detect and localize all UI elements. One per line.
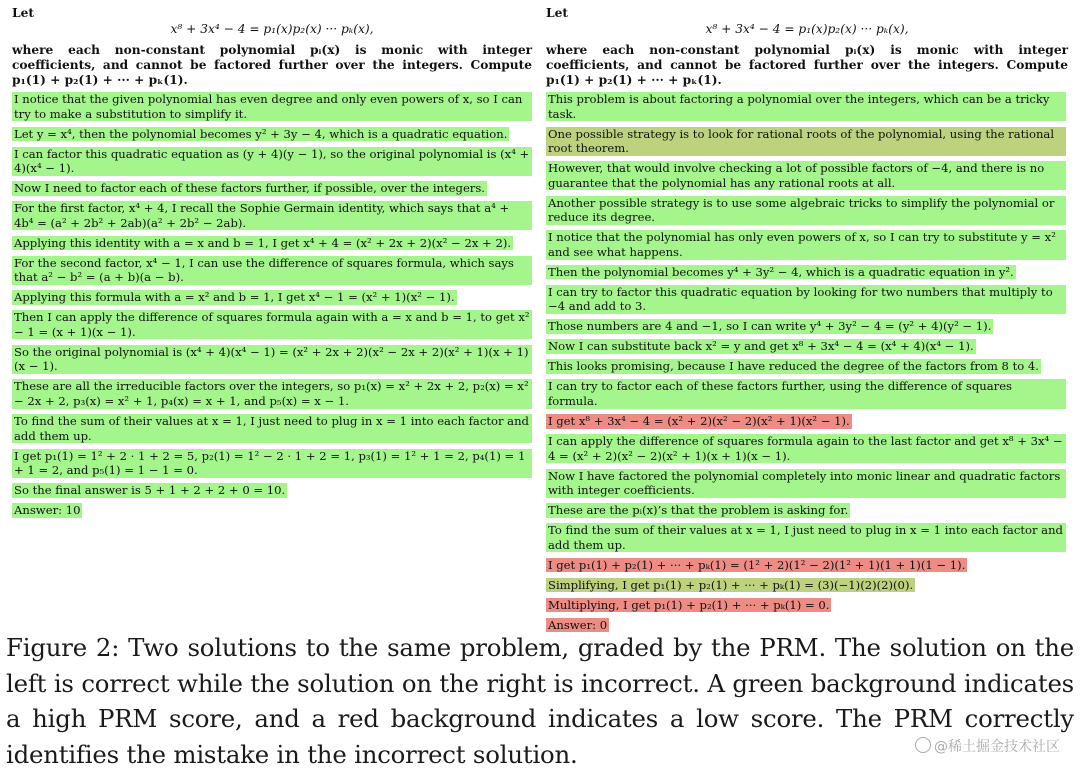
problem-let: Let — [546, 6, 568, 20]
solution-step: I get p₁(1) + p₂(1) + ··· + pₖ(1) = (1² + 2)(1² − 2)(1² + 1)(1 + 1)(1 − 1). — [548, 557, 966, 572]
solution-step: Now I need to factor each of these factors further, if possible, over the integers. — [14, 181, 485, 196]
solution-step: One possible strategy is to look for rational roots of the polynomial, using the rational root theorem. — [546, 127, 1066, 156]
solution-step: So the original polynomial is (x⁴ + 4)(x⁴ − 1) = (x² + 2x + 2)(x² − 2x + 2)(x² + 1)(x + 1)(x − 1). — [12, 345, 532, 374]
solution-step: Answer: 0 — [548, 617, 608, 632]
solution-step: I can try to factor this quadratic equation by looking for two numbers that multiply to −4 and add to 3. — [546, 285, 1066, 314]
solution-step: I can factor this quadratic equation as (y + 4)(y − 1), so the original polynomial is (x⁴ + 4)(x⁴ − 1). — [12, 147, 532, 176]
solution-step: This looks promising, because I have reduced the degree of the factors from 8 to 4. — [548, 359, 1039, 374]
figure-caption: Figure 2: Two solutions to the same problem, graded by the PRM. The solution on the left is correct while the solution on the right is incorrect. A green background indicates a high PRM score, and a red background indicates a low score. The PRM correctly identifies the mistake in the incorrect solution. — [6, 633, 1074, 769]
left-solution-panel — [12, 6, 532, 523]
problem-let: Let — [12, 6, 34, 20]
right-solution-panel — [546, 6, 1068, 638]
solution-step: Then the polynomial becomes y⁴ + 3y² − 4, which is a quadratic equation in y². — [548, 264, 1014, 279]
solution-step: I can apply the difference of squares formula again to the last factor and get x⁸ + 3x⁴ − 4 = (x² + 2)(x² − 2)(x² + 1)(x + 1)(x − 1). — [546, 434, 1066, 463]
watermark-logo-icon — [915, 737, 931, 753]
solution-step: I get x⁸ + 3x⁴ − 4 = (x² + 2)(x² − 2)(x² + 1)(x² − 1). — [548, 413, 850, 428]
solution-step: I notice that the given polynomial has even degree and only even powers of x, so I can try to make a substitution to simplify it. — [12, 92, 532, 121]
solution-step: These are the pᵢ(x)’s that the problem is asking for. — [548, 503, 849, 518]
solution-step: To find the sum of their values at x = 1, I just need to plug in x = 1 into each factor and add them up. — [12, 414, 532, 443]
right-steps — [546, 92, 1068, 632]
solution-step: This problem is about factoring a polynomial over the integers, which can be a tricky task. — [546, 92, 1066, 121]
solution-step: Applying this formula with a = x² and b = 1, I get x⁴ − 1 = (x² + 1)(x² − 1). — [14, 290, 455, 305]
solution-step: So the final answer is 5 + 1 + 2 + 2 + 0 = 10. — [14, 483, 286, 498]
problem-statement — [12, 6, 532, 88]
problem-equation: x⁸ + 3x⁴ − 4 = p₁(x)p₂(x) ··· pₖ(x), — [705, 22, 909, 36]
solution-step: Those numbers are 4 and −1, so I can write y⁴ + 3y² − 4 = (y² + 4)(y² − 1). — [548, 319, 992, 334]
solution-step: Simplifying, I get p₁(1) + p₂(1) + ··· + pₖ(1) = (3)(−1)(2)(2)(0). — [548, 577, 914, 592]
solution-step: I can try to factor each of these factors further, using the difference of squares formula. — [546, 379, 1066, 408]
solution-step: Let y = x⁴, then the polynomial becomes y² + 3y − 4, which is a quadratic equation. — [14, 126, 508, 141]
solution-step: For the second factor, x⁴ − 1, I can use the difference of squares formula, which says that a² − b² = (a + b)(a − b). — [12, 256, 532, 285]
solution-step: Answer: 10 — [14, 503, 81, 518]
problem-equation: x⁸ + 3x⁴ − 4 = p₁(x)p₂(x) ··· pₖ(x), — [170, 22, 374, 36]
solution-step: Another possible strategy is to use some algebraic tricks to simplify the polynomial or reduce its degree. — [546, 196, 1066, 225]
solution-step: Multiplying, I get p₁(1) + p₂(1) + ··· + pₖ(1) = 0. — [548, 597, 830, 612]
watermark-text: @稀土掘金技术社区 — [934, 739, 1060, 755]
solution-step: Now I have factored the polynomial completely into monic linear and quadratic factors with integer coefficients. — [546, 469, 1066, 498]
problem-text: where each non-constant polynomial pᵢ(x) is monic with integer coefficients, and cannot be factored further over the integers. Compute p₁(1) + p₂(1) + ··· + pₖ(1). — [546, 43, 1068, 87]
problem-text: where each non-constant polynomial pᵢ(x) is monic with integer coefficients, and cannot be factored further over the integers. Compute p₁(1) + p₂(1) + ··· + pₖ(1). — [12, 43, 532, 87]
solution-step: I get p₁(1) = 1² + 2 · 1 + 2 = 5, p₂(1) = 1² − 2 · 1 + 2 = 1, p₃(1) = 1² + 1 = 2, p₄(1) = 1 + 1 = 2, and p₅(1) = 1 − 1 = 0. — [12, 449, 532, 478]
solution-step: However, that would involve checking a lot of possible factors of −4, and there is no guarantee that the polynomial has any rational roots at all. — [546, 161, 1066, 190]
solution-step: For the first factor, x⁴ + 4, I recall the Sophie Germain identity, which says that a⁴ + 4b⁴ = (a² + 2b² + 2ab)(a² + 2b² − 2ab). — [12, 201, 532, 230]
solution-step: I notice that the polynomial has only even powers of x, so I can try to substitute y = x² and see what happens. — [546, 230, 1066, 259]
left-steps — [12, 92, 532, 518]
watermark — [915, 736, 1060, 756]
solution-step: Then I can apply the difference of squares formula again with a = x and b = 1, to get x² − 1 = (x + 1)(x − 1). — [12, 310, 532, 339]
solution-step: Applying this identity with a = x and b = 1, I get x⁴ + 4 = (x² + 2x + 2)(x² − 2x + 2). — [14, 235, 512, 250]
problem-statement — [546, 6, 1068, 88]
solution-step: To find the sum of their values at x = 1, I just need to plug in x = 1 into each factor and add them up. — [546, 523, 1066, 552]
solution-step: These are all the irreducible factors over the integers, so p₁(x) = x² + 2x + 2, p₂(x) = x² − 2x + 2, p₃(x) = x² + 1, p₄(x) = x + 1, and p₅(x) = x − 1. — [12, 379, 532, 408]
solution-step: Now I can substitute back x² = y and get x⁸ + 3x⁴ − 4 = (x⁴ + 4)(x⁴ − 1). — [548, 339, 974, 354]
